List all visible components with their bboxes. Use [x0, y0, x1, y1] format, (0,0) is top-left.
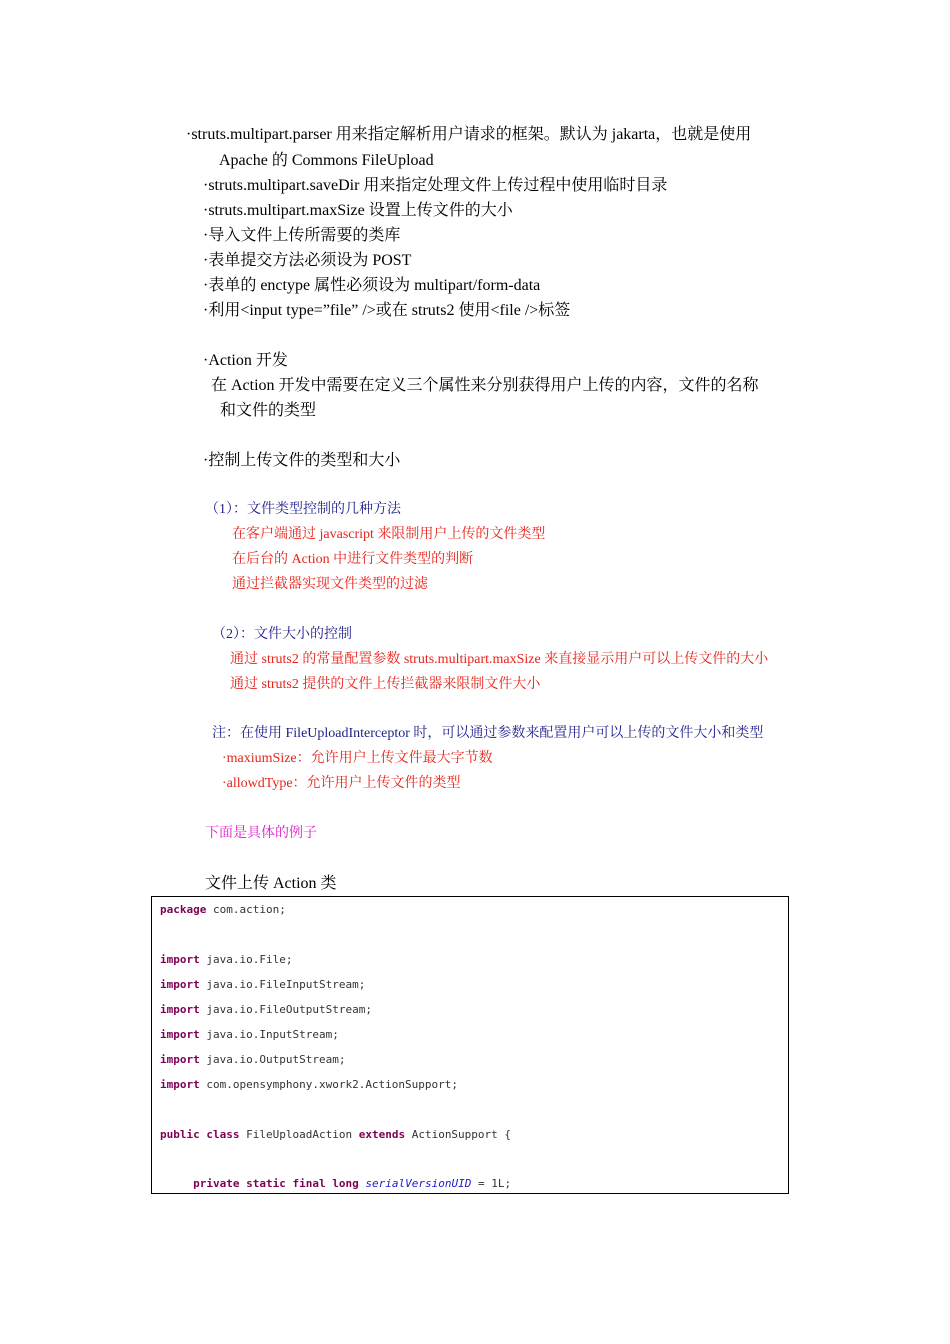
keyword: import [160, 1003, 200, 1016]
code-block [151, 896, 789, 1194]
keyword: import [160, 1078, 200, 1091]
bullet-savedir: ·struts.multipart.saveDir 用来指定处理文件上传过程中使用临时目录 [203, 177, 668, 194]
keyword: private [193, 1177, 240, 1190]
keyword: extends [358, 1128, 406, 1141]
bullet-post: ·表单提交方法必须设为 POST [203, 252, 412, 269]
class-name: FileUploadAction [239, 1128, 359, 1141]
keyword: import [160, 1028, 200, 1041]
keyword: import [160, 1053, 200, 1066]
import-path: java.io.FileOutputStream; [199, 1003, 372, 1016]
size-control-heading: （2）：文件大小的控制 [212, 627, 352, 642]
import-path: java.io.OutputStream; [199, 1053, 346, 1066]
example-intro: 下面是具体的例子 [205, 826, 317, 841]
size-control-item: 通过 struts2 的常量配置参数 struts.multipart.maxSize 来直接显示用户可以上传文件的大小 [230, 652, 769, 667]
keyword: class [206, 1128, 240, 1141]
type-control-heading: （1）：文件类型控制的几种方法 [205, 502, 401, 517]
code-line-import [160, 953, 292, 967]
action-heading: ·Action 开发 [203, 352, 288, 369]
size-control-item: 通过 struts2 提供的文件上传拦截器来限制文件大小 [230, 677, 541, 692]
code-line-package [160, 903, 286, 917]
code-line-import [160, 1078, 458, 1092]
keyword: long [332, 1177, 359, 1190]
field-value: = 1L; [471, 1177, 512, 1190]
note-item-maxsize: ·maxiumSize：允许用户上传文件最大字节数 [222, 751, 493, 766]
bullet-parser-cont: Apache 的 Commons FileUpload [219, 152, 434, 169]
import-path: com.opensymphony.xwork2.ActionSupport; [199, 1078, 459, 1091]
code-line-field [160, 1177, 511, 1191]
keyword: static [246, 1177, 286, 1190]
control-heading: ·控制上传文件的类型和大小 [203, 452, 401, 469]
superclass: ActionSupport { [405, 1128, 512, 1141]
code-line-class-declaration [160, 1128, 511, 1142]
keyword: final [292, 1177, 326, 1190]
package-name: com.action; [206, 903, 286, 916]
bullet-enctype: ·表单的 enctype 属性必须设为 multipart/form-data [203, 277, 541, 294]
keyword: public [160, 1128, 200, 1141]
code-line-import [160, 1003, 372, 1017]
bullet-maxsize: ·struts.multipart.maxSize 设置上传文件的大小 [203, 202, 513, 219]
import-path: java.io.InputStream; [199, 1028, 339, 1041]
example-title: 文件上传 Action 类 [205, 875, 337, 892]
type-control-item: 在客户端通过 javascript 来限制用户上传的文件类型 [232, 527, 546, 542]
import-path: java.io.FileInputStream; [199, 978, 366, 991]
action-description-cont: 和文件的类型 [220, 402, 317, 419]
keyword: package [160, 903, 207, 916]
action-description: 在 Action 开发中需要在定义三个属性来分别获得用户上传的内容，文件的名称 [211, 377, 759, 394]
field-name: serialVersionUID [365, 1177, 472, 1190]
bullet-parser: ·struts.multipart.parser 用来指定解析用户请求的框架。默认为 jakarta，也就是使用 [186, 126, 752, 143]
code-line-import [160, 1053, 345, 1067]
bullet-import-libs: ·导入文件上传所需要的类库 [203, 227, 401, 244]
import-path: java.io.File; [199, 953, 293, 966]
code-line-import [160, 978, 365, 992]
note: 注：在使用 FileUploadInterceptor 时，可以通过参数来配置用户可以上传的文件大小和类型 [212, 726, 764, 741]
keyword: import [160, 953, 200, 966]
keyword: import [160, 978, 200, 991]
type-control-item: 通过拦截器实现文件类型的过滤 [232, 577, 428, 592]
bullet-file-tag: ·利用<input type=”file” />或在 struts2 使用<file />标签 [203, 302, 571, 319]
indent [160, 1177, 193, 1190]
note-item-allowedtype: ·allowdType：允许用户上传文件的类型 [222, 776, 461, 791]
code-line-import [160, 1028, 339, 1042]
type-control-item: 在后台的 Action 中进行文件类型的判断 [232, 552, 474, 567]
